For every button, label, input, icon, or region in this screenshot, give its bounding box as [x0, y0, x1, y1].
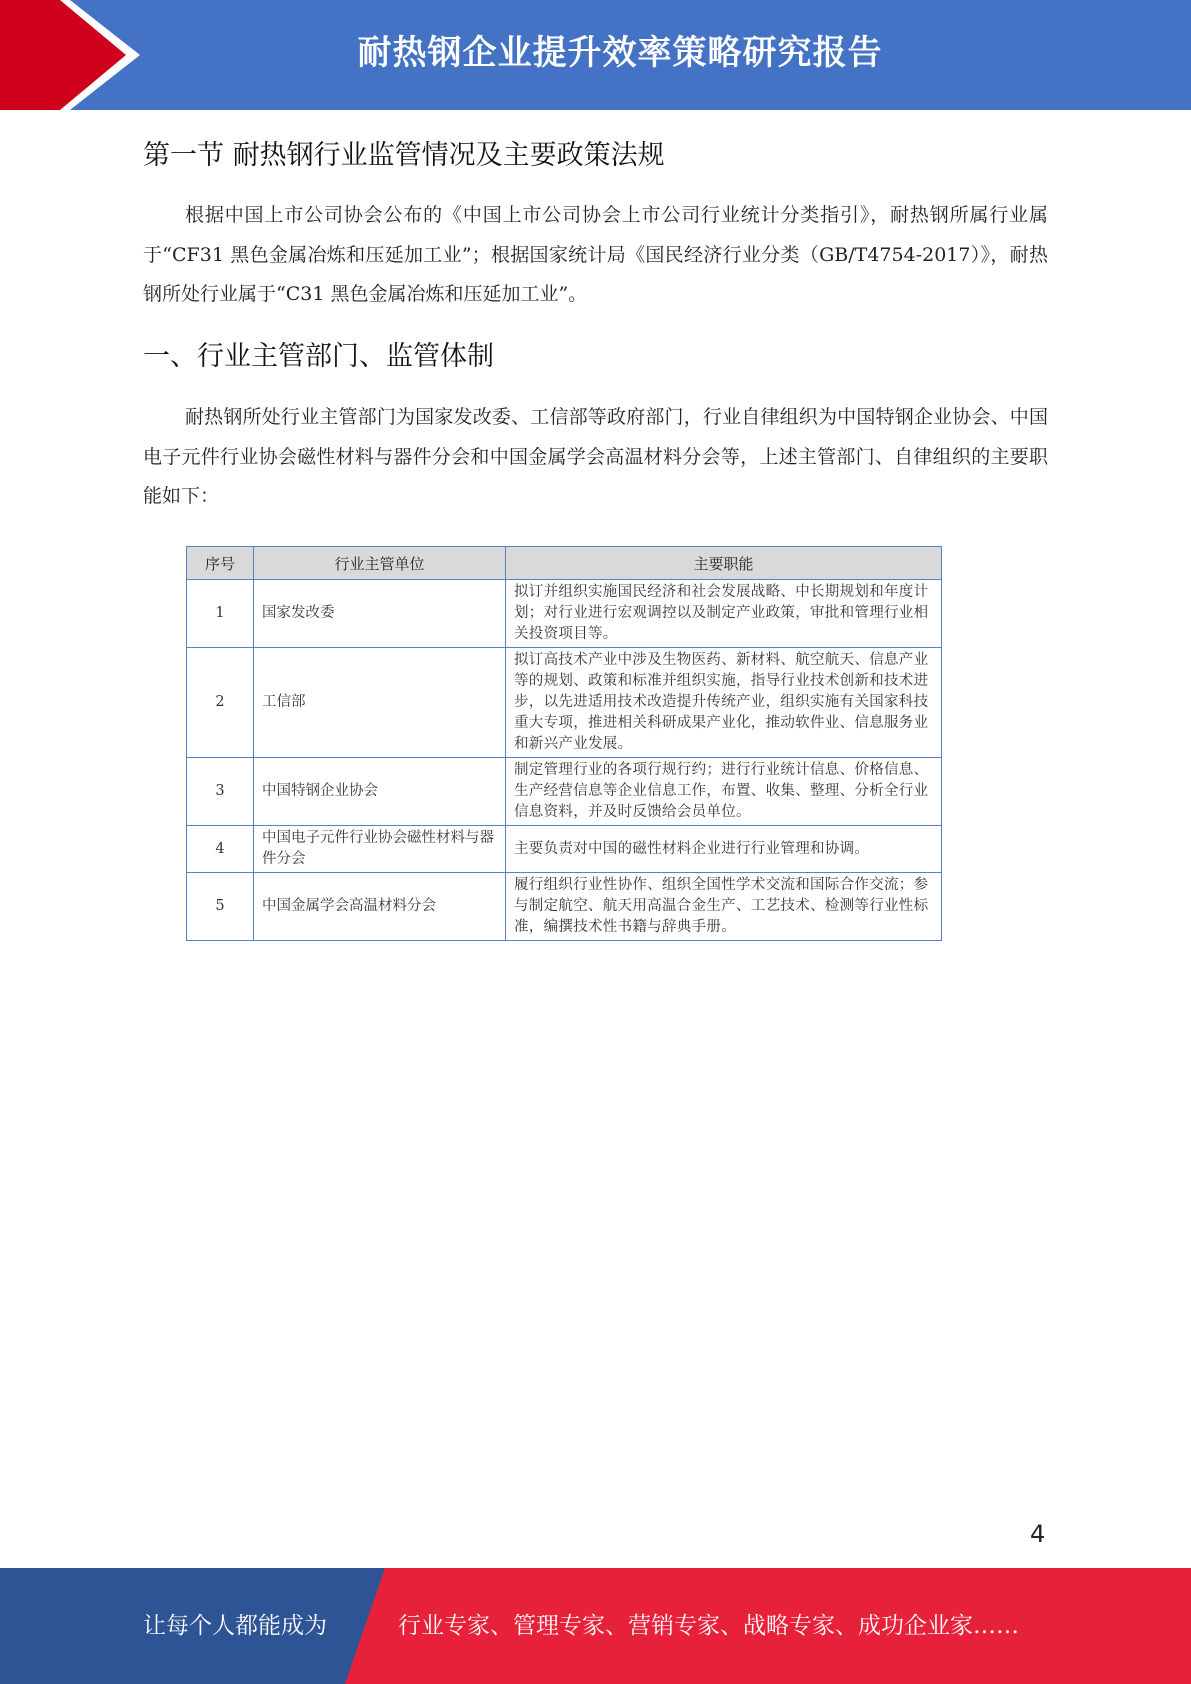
row-no: 5: [187, 873, 254, 941]
regulator-table-container: [186, 546, 942, 941]
row-no: 2: [187, 648, 254, 758]
footer-slogan-right: 行业专家、管理专家、营销专家、战略专家、成功企业家……: [398, 1613, 1019, 1639]
table-header-no: 序号: [187, 547, 254, 580]
footer-slogan-left: 让每个人都能成为: [143, 1613, 327, 1639]
regulator-table: [186, 546, 942, 941]
row-unit: 中国电子元件行业协会磁性材料与器件分会: [254, 826, 506, 873]
table-row: [187, 580, 942, 648]
subsection-heading: 一、行业主管部门、监管体制: [143, 341, 494, 372]
row-function: 制定管理行业的各项行规行约；进行行业统计信息、价格信息、生产经营信息等企业信息工作，布置、收集、整理、分析全行业信息资料，并及时反馈给会员单位。: [506, 758, 942, 826]
row-no: 4: [187, 826, 254, 873]
row-function: 拟订并组织实施国民经济和社会发展战略、中长期规划和年度计划；对行业进行宏观调控以及制定产业政策，审批和管理行业相关投资项目等。: [506, 580, 942, 648]
section-intro-paragraph: 根据中国上市公司协会公布的《中国上市公司协会上市公司行业统计分类指引》，耐热钢所属行业属于“CF31 黑色金属冶炼和压延加工业”；根据国家统计局《国民经济行业分类（GB/T4754-2017）》，耐热钢所处行业属于“C31 黑色金属冶炼和压延加工业”。: [143, 204, 1048, 305]
row-function: 主要负责对中国的磁性材料企业进行行业管理和协调。: [506, 826, 942, 873]
row-function: 拟订高技术产业中涉及生物医药、新材料、航空航天、信息产业等的规划、政策和标准并组织实施，指导行业技术创新和技术进步，以先进适用技术改造提升传统产业，组织实施有关国家科技重大专项，推进相关科研成果产业化，推动软件业、信息服务业和新兴产业发展。: [506, 648, 942, 758]
table-row: [187, 758, 942, 826]
row-unit: 中国金属学会高温材料分会: [254, 873, 506, 941]
section-heading: 第一节 耐热钢行业监管情况及主要政策法规: [143, 140, 665, 171]
header-chevron-decoration: [0, 0, 160, 110]
table-row: [187, 826, 942, 873]
row-unit: 中国特钢企业协会: [254, 758, 506, 826]
table-row: [187, 873, 942, 941]
row-unit: 国家发改委: [254, 580, 506, 648]
row-unit: 工信部: [254, 648, 506, 758]
row-no: 1: [187, 580, 254, 648]
row-function: 履行组织行业性协作、组织全国性学术交流和国际合作交流；参与制定航空、航天用高温合金生产、工艺技术、检测等行业性标准，编撰技术性书籍与辞典手册。: [506, 873, 942, 941]
footer-banner: [0, 1568, 1191, 1684]
table-header-function: 主要职能: [506, 547, 942, 580]
header-banner: [0, 0, 1191, 110]
subsection-body-paragraph: 耐热钢所处行业主管部门为国家发改委、工信部等政府部门，行业自律组织为中国特钢企业协会、中国电子元件行业协会磁性材料与器件分会和中国金属学会高温材料分会等，上述主管部门、自律组织的主要职能如下：: [143, 406, 1048, 507]
report-title: 耐热钢企业提升效率策略研究报告: [357, 33, 883, 73]
page-number: 4: [1030, 1520, 1046, 1548]
table-row: [187, 648, 942, 758]
table-header-row: [187, 547, 942, 580]
row-no: 3: [187, 758, 254, 826]
table-header-unit: 行业主管单位: [254, 547, 506, 580]
